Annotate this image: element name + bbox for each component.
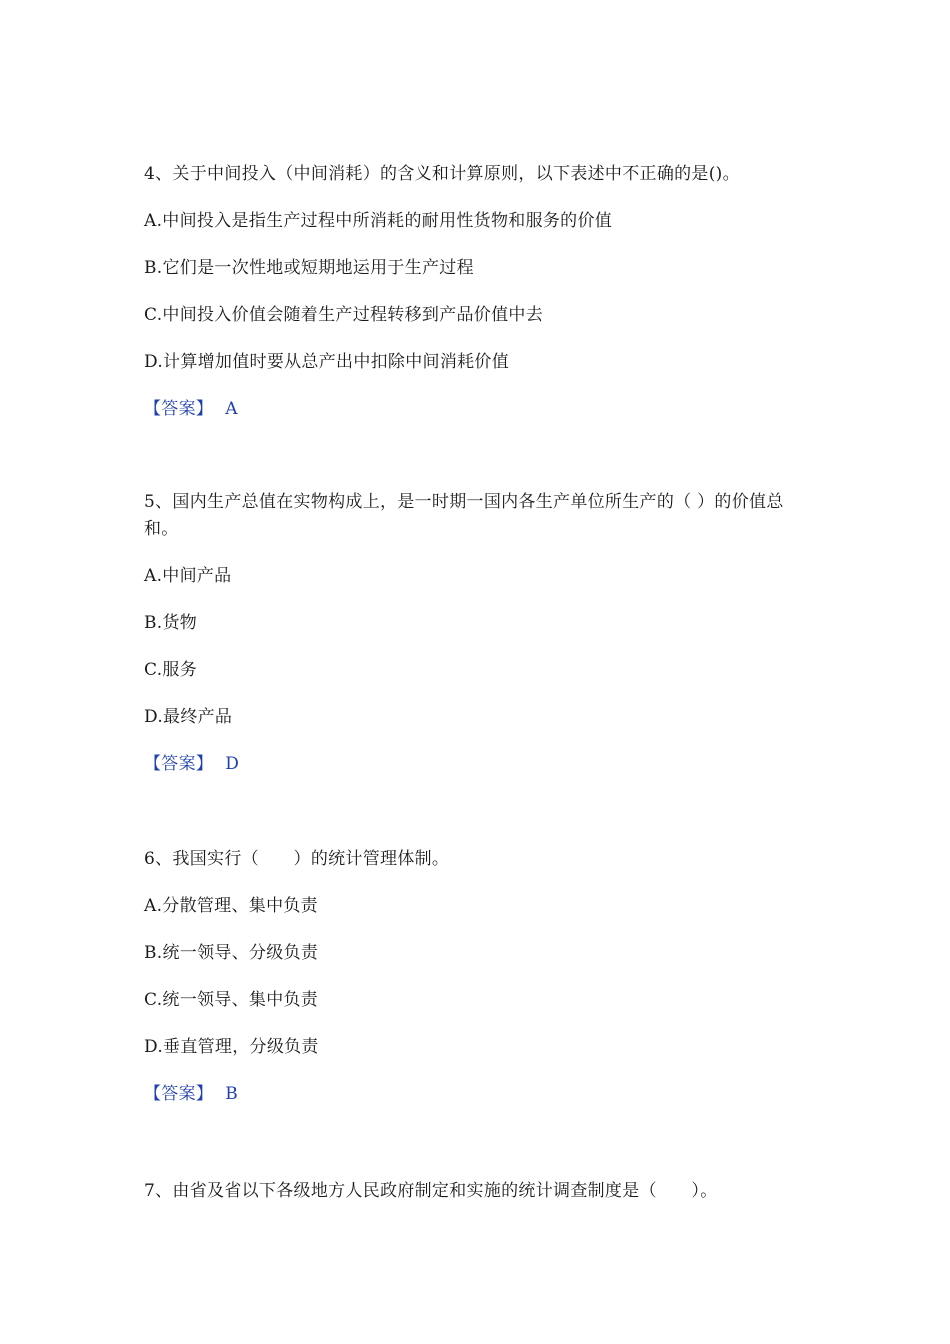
answer-value: D xyxy=(225,754,240,774)
answer-value: A xyxy=(225,399,238,419)
question-5-option-a: A.中间产品 xyxy=(144,566,232,586)
question-4-option-d: D.计算增加值时要从总产出中扣除中间消耗价值 xyxy=(144,352,510,372)
question-6-stem: 6、我国实行（ ）的统计管理体制。 xyxy=(144,849,450,869)
question-5-option-b: B.货物 xyxy=(144,613,198,633)
answer-label: 【答案】 xyxy=(144,754,214,774)
question-4-option-c: C.中间投入价值会随着生产过程转移到产品价值中去 xyxy=(144,305,544,325)
question-6-option-c: C.统一领导、集中负责 xyxy=(144,990,319,1010)
answer-value: B xyxy=(225,1084,238,1104)
answer-label: 【答案】 xyxy=(144,1084,214,1104)
question-5-option-c: C.服务 xyxy=(144,660,198,680)
question-6-option-b: B.统一领导、分级负责 xyxy=(144,943,319,963)
question-5-option-d: D.最终产品 xyxy=(144,707,233,727)
question-5-stem: 5、国内生产总值在实物构成上，是一时期一国内各生产单位所生产的（ ）的价值总和。 xyxy=(144,492,784,539)
question-4-answer xyxy=(144,397,238,421)
question-5-answer xyxy=(144,752,239,776)
question-4-option-a: A.中间投入是指生产过程中所消耗的耐用性货物和服务的价值 xyxy=(144,211,613,231)
question-7-stem: 7、由省及省以下各级地方人民政府制定和实施的统计调查制度是（ ）。 xyxy=(144,1181,718,1201)
question-6-option-a: A.分散管理、集中负责 xyxy=(144,896,318,916)
question-6-option-d: D.垂直管理，分级负责 xyxy=(144,1037,319,1057)
question-4-option-b: B.它们是一次性地或短期地运用于生产过程 xyxy=(144,258,474,278)
question-4-stem: 4、关于中间投入（中间消耗）的含义和计算原则，以下表述中不正确的是()。 xyxy=(144,164,740,184)
answer-label: 【答案】 xyxy=(144,399,214,419)
question-6-answer xyxy=(144,1082,238,1106)
